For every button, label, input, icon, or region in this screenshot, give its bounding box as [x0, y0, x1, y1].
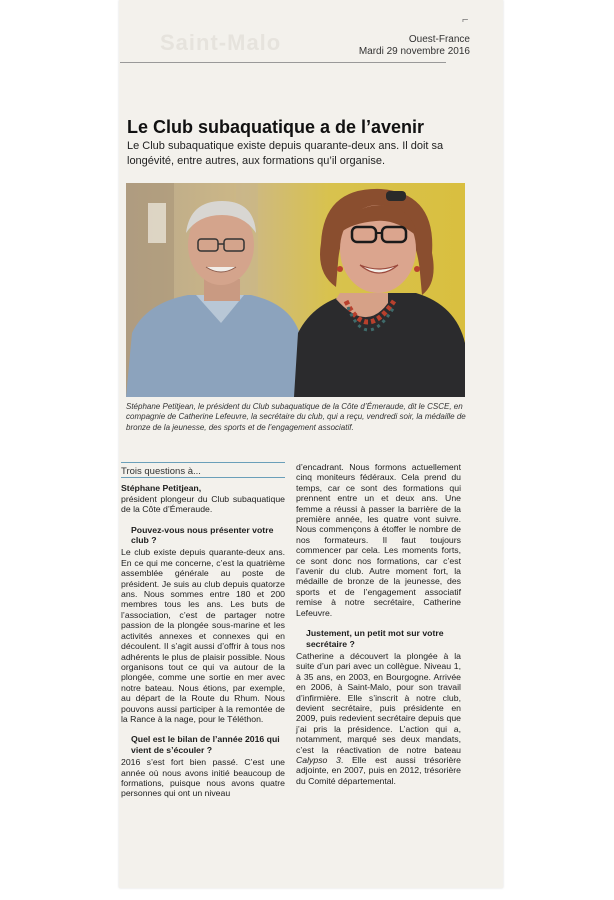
- answer-3: [296, 651, 461, 786]
- masthead: [359, 34, 470, 58]
- article-photo: [126, 183, 465, 397]
- interview-box-title: Trois questions à...: [121, 462, 285, 477]
- photo-caption: Stéphane Petitjean, le président du Club subaquatique de la Côte d’Émeraude, dit le CSCE, en compagnie de Catherine Lefeuvre, la secrétaire du club, qui a reçu, vendredi soir, la médaille de bronze de la jeunesse, des sports et de l’engagement associatif.: [126, 402, 466, 432]
- article-headline: Le Club subaquatique a de l’avenir: [127, 117, 425, 137]
- masthead-rule: [120, 62, 446, 63]
- question-2: Quel est le bilan de l’année 2016 qui vient de s’écouler ?: [131, 734, 280, 755]
- answer-3-text: Catherine a découvert la plongée à la suite d’un pari avec un collègue. Niveau 1, à 35 ans, en 2003, en Bourgogne. Arrivée en 2006, à Saint-Malo, pour son travail d’infirmière. Elle s’inscrit à notre club, devient secrétaire, puis présidente en 2009, puis redevient secrétaire depuis que j’ai pris la présidence. L’action qui a, notamment, marqué ses deux mandats, c’est la réactivation de notre bateau: [296, 650, 461, 755]
- interviewee: [121, 483, 285, 514]
- boat-name: Calypso 3: [296, 754, 341, 765]
- newspaper-name: Ouest-France: [408, 34, 470, 45]
- article-column-1: [121, 462, 285, 799]
- interviewee-name: Stéphane Petitjean,: [121, 483, 202, 494]
- interviewee-role: président plongeur du Club subaquatique de la Côte d’Émeraude.: [121, 493, 285, 515]
- answer-3-end: . Elle est aussi trésorière adjointe, en 2007, puis en 2012, trésorière du Comité départemental.: [296, 754, 461, 786]
- answer-2-part-2: d’encadrant. Nous formons actuellement cinq moniteurs fédéraux. Cela prend du temps, car ce sont des formations qui prennent entre un et deux ans. Une femme a réussi à passer la barrière de la première année, les quatre vont suivre. Nous commençons à étoffer le nombre de nos formateurs. Il faut toujours commencer par cela. Les moments forts, ce sont donc nos formations, car c’est l’avenir du club. Autre moment fort, la médaille de bronze de la jeunesse, des sports et de l’engagement associatif remise à notre secrétaire, Catherine Lefeuvre.: [296, 462, 461, 618]
- interview-box-rule: [121, 477, 285, 478]
- article-column-2: [296, 462, 461, 786]
- crop-mark: ⌐: [462, 14, 469, 26]
- answer-1: Le club existe depuis quarante-deux ans. En ce qui me concerne, c’est la quatrième assemblée générale au poste de président. Je suis au club depuis quatorze ans. Nous sommes entre 180 et 200 membres tous les ans. Les buts de l’association, c’est de partager notre passion de la plongée sous-marine et les activités annexes et connexes qui en découlent. Il s’agit aussi d’offrir à tous nos adhérents le plus de plaisir possible. Nous organisons tout ce qui va autour de la plongée, comme une sortie en mer avec notre bateau. Nous étions, par exemple, au départ de la Route du Rhum. Nous pouvons aussi participer à la remontée de la Rance à la nage, pour le Téléthon.: [121, 547, 285, 724]
- question-3: Justement, un petit mot sur votre secrétaire ?: [306, 628, 444, 649]
- ghost-heading: Saint-Malo: [160, 30, 282, 55]
- answer-2-part-1: 2016 s’est fort bien passé. C’est une année où nous avons initié beaucoup de formations, puisque nous avons quatre personnes qui ont un niveau: [121, 757, 285, 799]
- question-1: Pouvez-vous nous présenter votre club ?: [131, 524, 274, 546]
- publication-date: Mardi 29 novembre 2016: [358, 46, 470, 57]
- article-standfirst: Le Club subaquatique existe depuis quarante-deux ans. Il doit sa longévité, entre autres, aux formations qu’il organise.: [127, 140, 444, 167]
